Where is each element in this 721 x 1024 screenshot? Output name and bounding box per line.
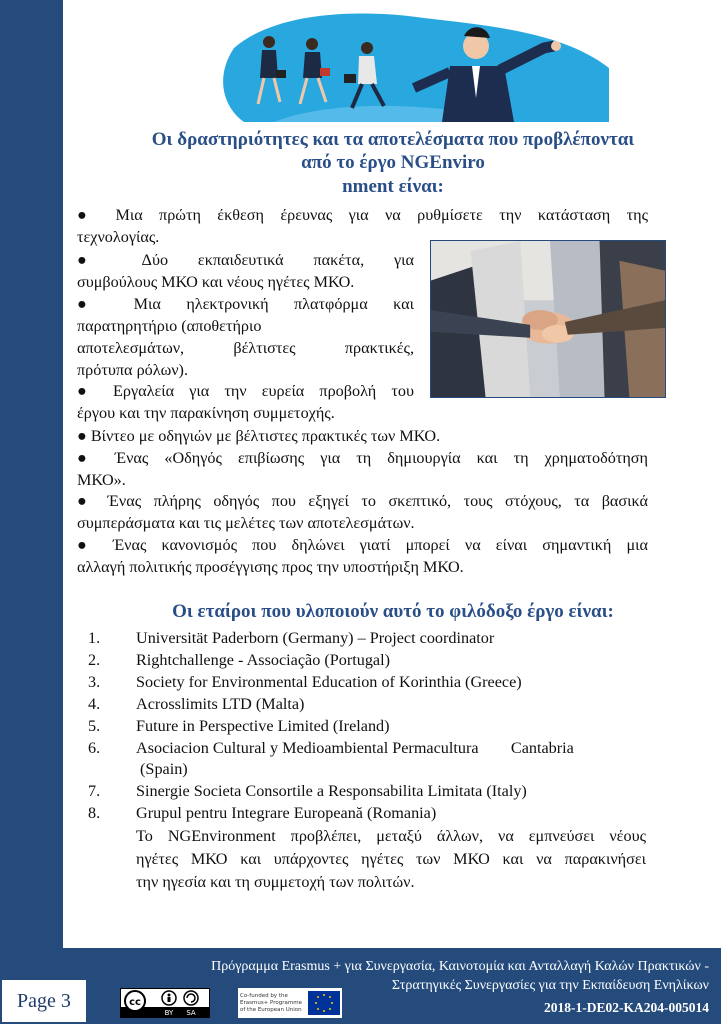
partner-number: 8. (88, 804, 101, 822)
partners-title: Οι εταίροι που υλοποιούν αυτό το φιλόδοξο έργο είναι: (172, 601, 614, 622)
cc-sa-label: SA (186, 1009, 196, 1017)
svg-text:cc: cc (129, 997, 141, 1008)
closing-line-3: την ηγεσία και τη συμμετοχή των πολιτών. (136, 873, 415, 891)
partner-name: Society for Environmental Education of Korinthia (Greece) (136, 673, 522, 691)
left-sidebar-bar (0, 0, 63, 948)
activity-7-line-2: συμπεράσματα και τις μελέτες των αποτελεσμάτων. (77, 514, 415, 532)
footer-programme-line: Πρόγραμμα Erasmus + για Συνεργασία, Καινοτομία και Ανταλλαγή Καλών Πρακτικών - (211, 959, 709, 974)
page-number: Page 3 (0, 978, 88, 1024)
partner-name: Rightchallenge - Associação (Portugal) (136, 651, 390, 669)
partner-number: 6. (88, 739, 101, 757)
activity-2-line-2: συμβούλους ΜΚΟ και νέους ηγέτες ΜΚΟ. (77, 273, 355, 291)
partner-number: 7. (88, 782, 101, 800)
section-title-line-3: nment είναι: (342, 176, 444, 197)
eu-text-1: Co-funded by the (240, 993, 288, 999)
activity-4-line-2: έργου και την παρακίνηση συμμετοχής. (77, 404, 335, 422)
cc-by-label: BY (164, 1009, 174, 1017)
partner-name: Asociacion Cultural y Medioambiental Permacultura Cantabria (136, 739, 574, 757)
partner-name: Acrosslimits LTD (Malta) (136, 695, 305, 713)
partner-number: 4. (88, 695, 101, 713)
activity-6-line-2: ΜΚΟ». (77, 471, 126, 489)
activity-8-line-2: αλλαγή πολιτικής προσέγγισης προς την υποστήριξη ΜΚΟ. (77, 558, 464, 576)
activity-1-line-1: ● Μια πρώτη έκθεση έρευνας για να ρυθμίσετε την κατάσταση της (77, 206, 648, 224)
partner-number: 1. (88, 629, 101, 647)
partner-name: Sinergie Societa Consortile a Responsabilita Limitata (Italy) (136, 782, 527, 800)
activity-3-line-1: ● Μια ηλεκτρονική πλατφόρμα και (77, 295, 414, 313)
partner-name: Future in Perspective Limited (Ireland) (136, 717, 390, 735)
partner-name: Universität Paderborn (Germany) – Project coordinator (136, 629, 495, 647)
activity-2-line-1: ● Δύο εκπαιδευτικά πακέτα, για (77, 251, 414, 269)
activity-6-line-1: ● Ένας «Οδηγός επιβίωσης για τη δημιουργία και τη χρηματοδότηση (77, 449, 648, 467)
partner-number: 3. (88, 673, 101, 691)
eu-text-3: of the European Union (240, 1007, 302, 1013)
team-hands-photo (430, 240, 666, 398)
eu-text-2: Erasmus+ Programme (240, 1000, 302, 1006)
closing-line-2: ηγέτες ΜΚΟ και υπάρχοντες ηγέτες των ΜΚΟ και να παρακινήσει (136, 850, 646, 868)
partner-number: 2. (88, 651, 101, 669)
section-title-line-2: από το έργο NGEnviro (301, 152, 485, 173)
partner-name: Grupul pentru Integrare Europeană (Romania) (136, 804, 437, 822)
activity-4-line-1: ● Εργαλεία για την ευρεία προβολή του (77, 382, 414, 400)
hero-illustration (214, 8, 618, 122)
activity-1-line-2: τεχνολογίας. (77, 228, 160, 246)
activity-3-line-4: πρότυπα ρόλων). (77, 361, 188, 379)
footer-project-code: 2018-1-DE02-KA204-005014 (544, 1000, 709, 1015)
partner-name-continued: (Spain) (136, 760, 188, 778)
activity-3-line-3: αποτελεσμάτων, βέλτιστες πρακτικές, (77, 339, 414, 357)
footer-partnership-line: Στρατηγικές Συνεργασίες για την Εκπαίδευση Ενηλίκων (391, 978, 709, 993)
activity-5-line-1: ● Βίντεο με οδηγιών με βέλτιστες πρακτικές των ΜΚΟ. (77, 427, 441, 445)
section-title-line-1: Οι δραστηριότητες και τα αποτελέσματα που προβλέπονται (151, 129, 635, 150)
activity-7-line-1: ● Ένας πλήρης οδηγός που εξηγεί το σκεπτικό, τους στόχους, τα βασικά (77, 492, 648, 510)
activity-3-line-2: παρατηρητήριο (αποθετήριο (77, 317, 262, 335)
closing-line-1: Το NGEnvironment προβλέπει, μεταξύ άλλων, να εμπνεύσει νέους (136, 827, 646, 845)
activity-8-line-1: ● Ένας κανονισμός που δηλώνει γιατί μπορεί να είναι σημαντική μια (77, 536, 648, 554)
partner-number: 5. (88, 717, 101, 735)
